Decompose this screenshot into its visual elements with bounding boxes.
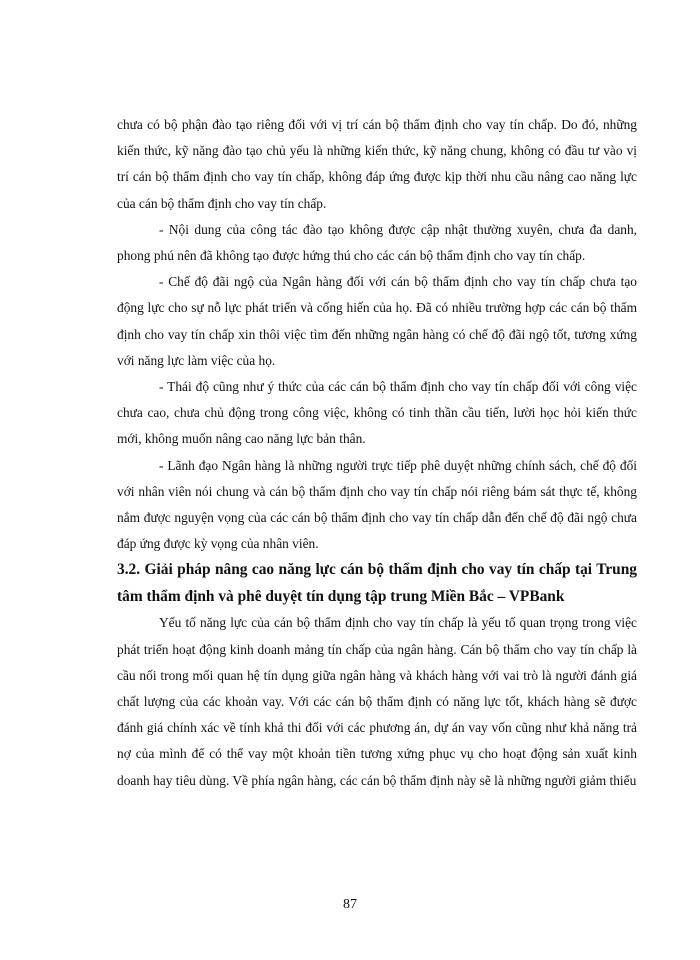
page-number: 87: [343, 897, 357, 912]
bullet-paragraph-training-content: - Nội dung của công tác đào tạo không được cập nhật thường xuyên, chưa đa danh, phong phú nên đã không tạo được hứng thú cho các cán bộ thẩm định cho vay tín chấp.: [117, 221, 637, 264]
bullet-paragraph-attitude: - Thái độ cũng như ý thức của các cán bộ thẩm định cho vay tín chấp đối với công việc chưa cao, chưa chủ động trong công việc, không có tinh thần cầu tiến, lười học hỏi kiến thức mới, không muốn nâng cao năng lực bản thân.: [117, 379, 637, 447]
section-heading-3-2: 3.2. Giải pháp nâng cao năng lực cán bộ thẩm định cho vay tín chấp tại Trung tâm thẩm định và phê duyệt tín dụng tập trung Miền Bắc – VPBank: [117, 561, 637, 605]
bullet-paragraph-leadership: - Lãnh đạo Ngân hàng là những người trực tiếp phê duyệt những chính sách, chế độ đối với nhân viên nói chung và cán bộ thẩm định cho vay tín chấp nói riêng bám sát thực tế, không nắm được nguyện vọng của các cán bộ thẩm định cho vay tín chấp dẫn đến chế độ đãi ngộ chưa đáp ứng được kỳ vọng của nhân viên.: [117, 457, 637, 552]
body-paragraph-section-intro: Yếu tố năng lực của cán bộ thẩm định cho vay tín chấp là yếu tố quan trọng trong việc phát triển hoạt động kinh doanh mảng tín chấp của ngân hàng. Cán bộ thẩm cho vay tín chấp là cầu nối trong mối quan hệ tín dụng giữa ngân hàng và khách hàng với vai trò là người đánh giá chất lượng của các khoản vay. Với các cán bộ thẩm định có năng lực tốt, khách hàng sẽ được đánh giá chính xác về tính khả thi đối với các phương án, dự án vay vốn cũng như khả năng trả nợ của mình để có thể vay một khoản tiền tương xứng phục vụ cho hoạt động sản xuất kinh doanh hay tiêu dùng. Về phía ngân hàng, các cán bộ thẩm định này sẽ là những người giảm thiểu: [117, 615, 637, 788]
page-content: [117, 112, 637, 794]
bullet-paragraph-compensation: - Chế độ đãi ngộ của Ngân hàng đối với cán bộ thẩm định cho vay tín chấp chưa tạo động lực cho sự nỗ lực phát triển và cống hiến của họ. Đã có nhiều trường hợp các cán bộ thẩm định cho vay tín chấp xin thôi việc tìm đến những ngân hàng có chế độ đãi ngộ tốt, tương xứng với năng lực làm việc của họ.: [117, 274, 637, 368]
body-paragraph-1: chưa có bộ phận đào tạo riêng đối với vị trí cán bộ thẩm định cho vay tín chấp. Do đó, những kiến thức, kỹ năng đào tạo chủ yếu là những kiến thức, kỹ năng chung, không có đầu tư vào vị trí cán bộ thẩm định cho vay tín chấp, không đáp ứng được kịp thời nhu cầu nâng cao năng lực của cán bộ thẩm định cho vay tín chấp.: [117, 117, 637, 211]
